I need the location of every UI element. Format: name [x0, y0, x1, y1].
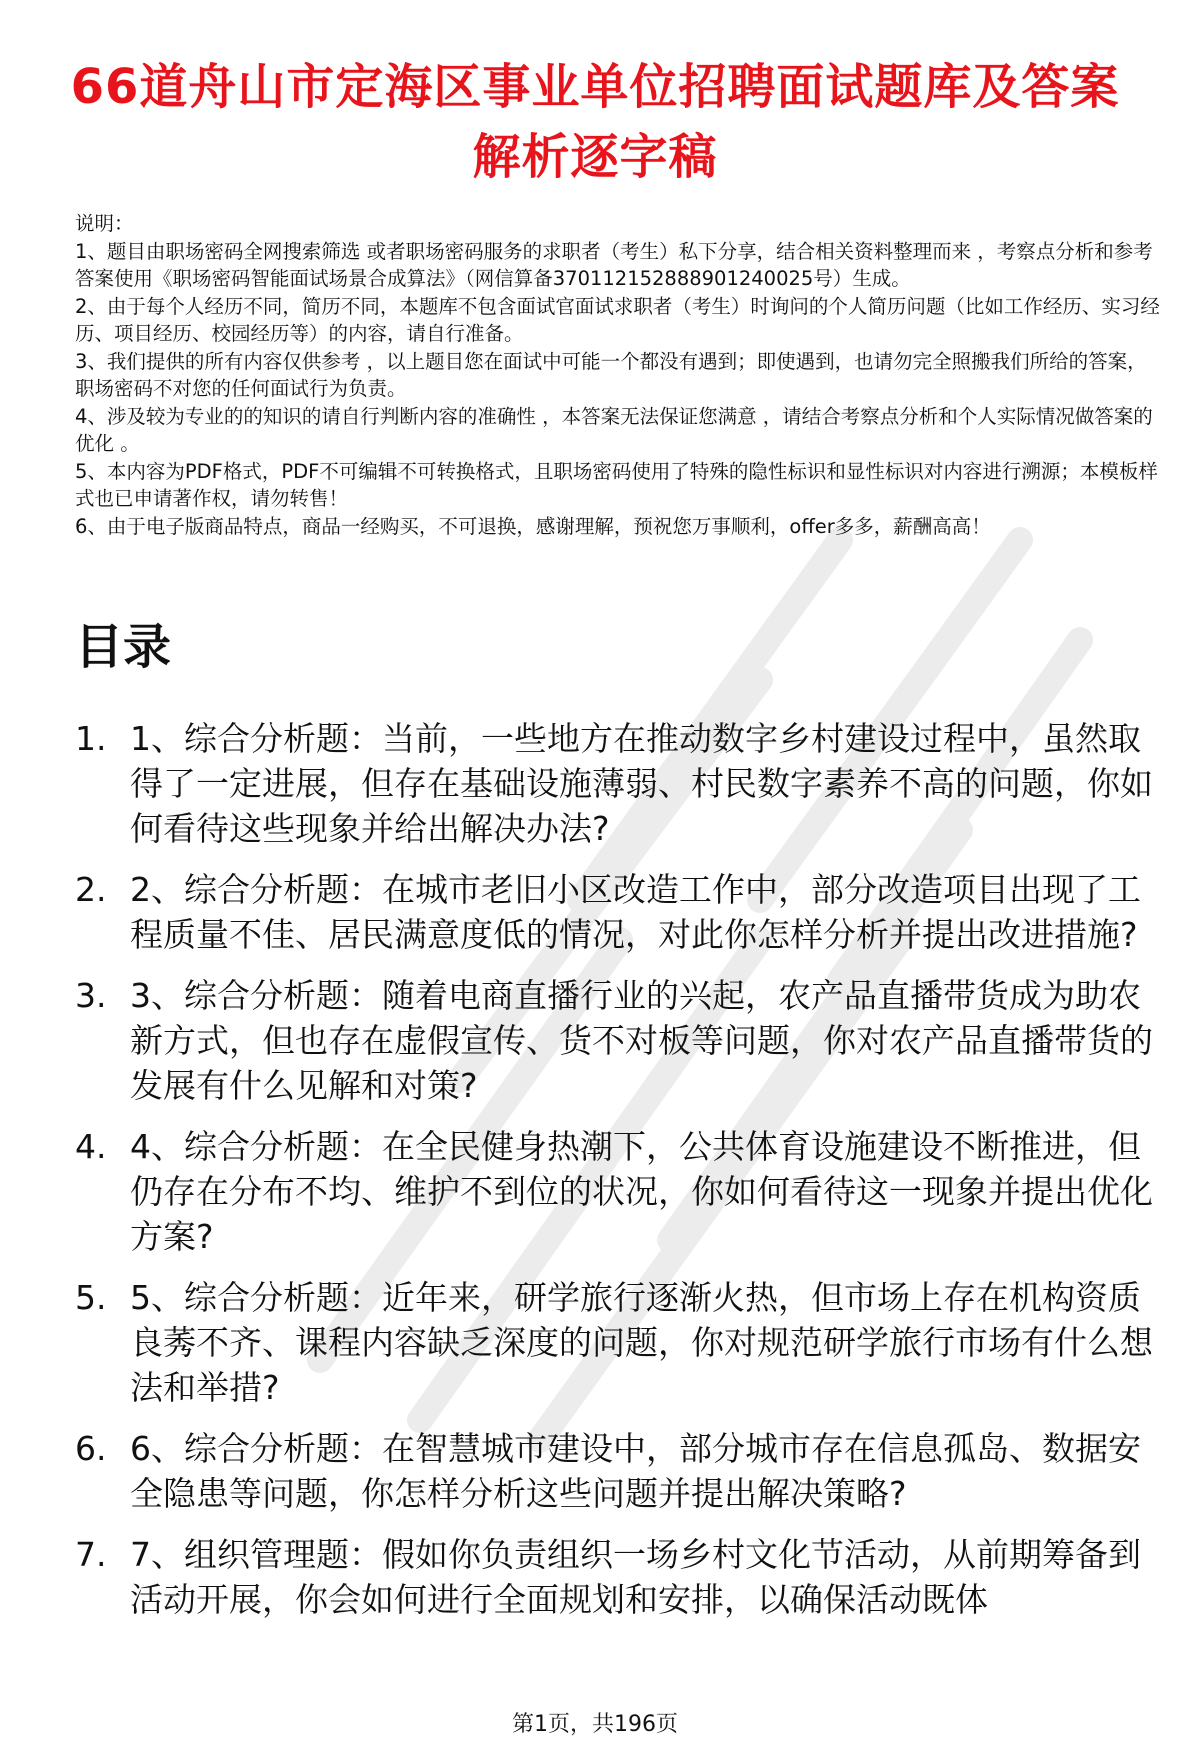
notes-heading: 说明： [75, 212, 134, 235]
toc-item-number: 3. [75, 976, 107, 1015]
notes-item: 2、由于每个人经历不同，简历不同，本题库不包含面试官面试求职者（考生）时询问的个人简历问题（比如工作经历、实习经历、项目经历、校园经历等）的内容，请自行准备。 [75, 294, 1160, 345]
toc-item[interactable] [75, 716, 1170, 851]
toc-list [75, 716, 1170, 1638]
toc-item-text: 7、组织管理题：假如你负责组织一场乡村文化节活动，从前期筹备到活动开展，你会如何进行全面规划和安排，以确保活动既体 [130, 1535, 1141, 1619]
notes-item: 4、涉及较为专业的的知识的请自行判断内容的准确性 ，本答案无法保证您满意 ，请结合考察点分析和个人实际情况做答案的优化 。 [75, 404, 1153, 455]
page-footer: 第1页，共196页 [512, 1712, 678, 1737]
notes-item: 3、我们提供的所有内容仅供参考 ，以上题目您在面试中可能一个都没有遇到；即使遇到，也请勿完全照搬我们所给的答案，职场密码不对您的任何面试行为负责。 [75, 349, 1147, 400]
toc-item[interactable] [75, 1124, 1170, 1259]
toc-item-text: 2、综合分析题：在城市老旧小区改造工作中，部分改造项目出现了工程质量不佳、居民满意度低的情况，对此你怎样分析并提出改进措施? [130, 870, 1141, 954]
notes-item: 5、本内容为PDF格式，PDF不可编辑不可转换格式，且职场密码使用了特殊的隐性标识和显性标识对内容进行溯源；本模板样式也已申请著作权，请勿转售！ [75, 459, 1158, 510]
document-title: 66道舟山市定海区事业单位招聘面试题库及答案解析逐字稿 [70, 59, 1120, 185]
toc-item[interactable] [75, 867, 1170, 957]
toc-item-number: 5. [75, 1278, 107, 1317]
toc-item-number: 7. [75, 1535, 107, 1574]
toc-item[interactable] [75, 1275, 1170, 1410]
toc-item-number: 6. [75, 1429, 107, 1468]
notes-item: 6、由于电子版商品特点，商品一经购买，不可退换，感谢理解，预祝您万事顺利，offer多多，薪酬高高！ [75, 514, 991, 538]
toc-heading: 目录 [75, 619, 172, 675]
toc-item-text: 5、综合分析题：近年来，研学旅行逐渐火热，但市场上存在机构资质良莠不齐、课程内容缺乏深度的问题，你对规范研学旅行市场有什么想法和举措? [130, 1278, 1153, 1407]
toc-item-number: 4. [75, 1127, 107, 1166]
toc-item-text: 3、综合分析题：随着电商直播行业的兴起，农产品直播带货成为助农新方式，但也存在虚假宣传、货不对板等问题，你对农产品直播带货的发展有什么见解和对策? [130, 976, 1153, 1105]
toc-item-text: 6、综合分析题：在智慧城市建设中，部分城市存在信息孤岛、数据安全隐患等问题，你怎样分析这些问题并提出解决策略? [130, 1429, 1141, 1513]
toc-item-text: 1、综合分析题：当前，一些地方在推动数字乡村建设过程中，虽然取得了一定进展，但存在基础设施薄弱、村民数字素养不高的问题，你如何看待这些现象并给出解决办法? [130, 719, 1153, 848]
toc-item[interactable] [75, 1426, 1170, 1516]
notes-item: 1、题目由职场密码全网搜索筛选 或者职场密码服务的求职者（考生）私下分享，结合相关资料整理而来 ，考察点分析和参考答案使用《职场密码智能面试场景合成算法》（网信算备370112152888901240025号）生成。 [75, 239, 1153, 290]
toc-item-number: 1. [75, 719, 107, 758]
toc-item-number: 2. [75, 870, 107, 909]
toc-item-text: 4、综合分析题：在全民健身热潮下，公共体育设施建设不断推进，但仍存在分布不均、维护不到位的状况，你如何看待这一现象并提出优化方案? [130, 1127, 1153, 1256]
toc-item[interactable] [75, 1532, 1170, 1622]
toc-item[interactable] [75, 973, 1170, 1108]
notes-section [75, 210, 1165, 540]
